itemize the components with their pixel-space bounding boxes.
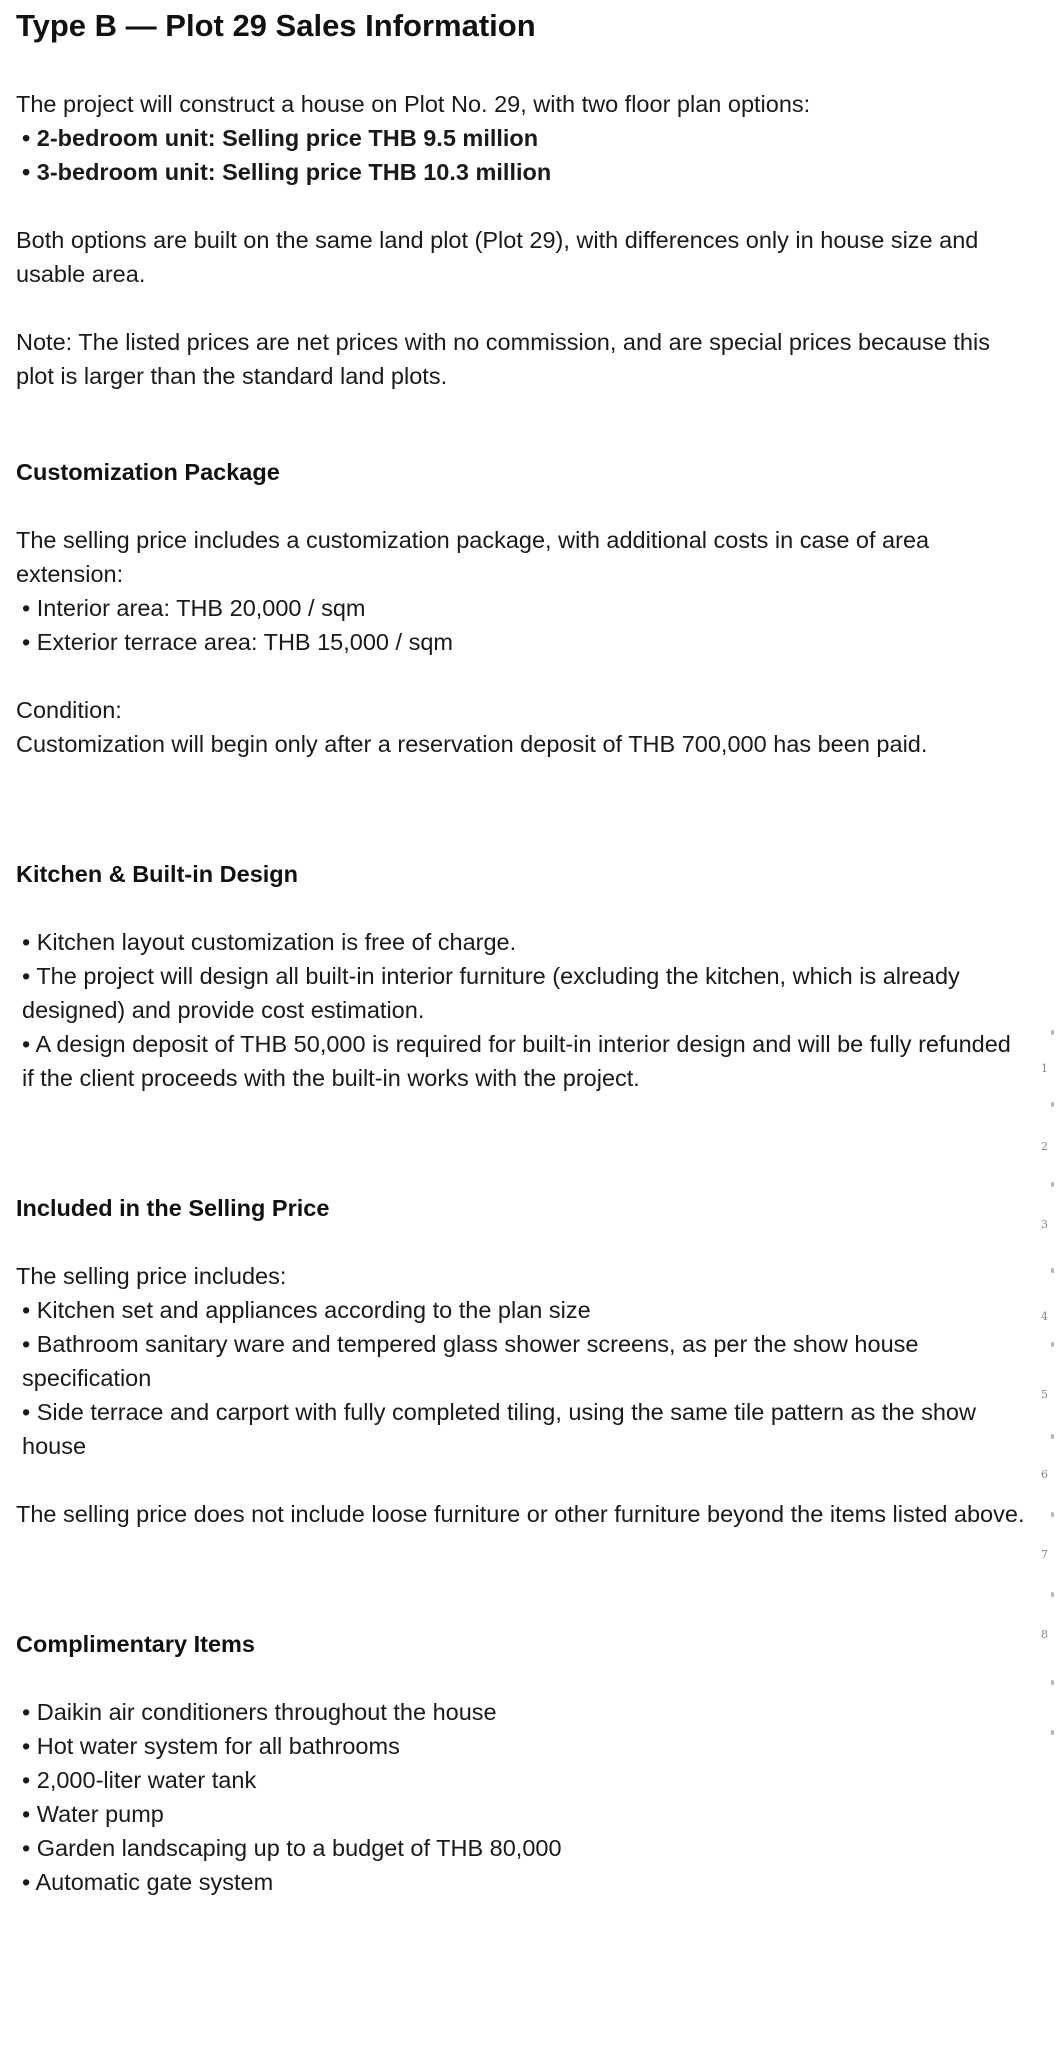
edge-mark: 1 xyxy=(1041,1062,1048,1075)
page-title: Type B — Plot 29 Sales Information xyxy=(16,8,536,43)
edge-tick xyxy=(1051,1182,1054,1187)
customization-heading: Customization Package xyxy=(16,459,280,485)
list-item: • 2,000-liter water tank xyxy=(22,1767,257,1793)
option-3-bedroom: • 3-bedroom unit: Selling price THB 10.3 million xyxy=(22,159,552,185)
list-item: • Exterior terrace area: THB 15,000 / sqm xyxy=(22,629,453,655)
edge-tick xyxy=(1051,1268,1054,1273)
edge-tick xyxy=(1051,1342,1054,1347)
list-item: • Hot water system for all bathrooms xyxy=(22,1733,400,1759)
included-text: The selling price includes: xyxy=(16,1263,287,1289)
list-item: • Interior area: THB 20,000 / sqm xyxy=(22,595,366,621)
net-price-note: Note: The listed prices are net prices with no commission, and are special prices because this plot is larger than the standard land plots. xyxy=(16,329,990,389)
page-edge-marks xyxy=(1026,1000,1056,1760)
list-item: • Kitchen layout customization is free of charge. xyxy=(22,929,517,955)
complimentary-heading: Complimentary Items xyxy=(16,1631,255,1657)
edge-mark: 2 xyxy=(1041,1140,1048,1153)
list-item: • The project will design all built-in interior furniture (excluding the kitchen, which is already designed) and provide cost estimation. xyxy=(22,963,960,1023)
list-item: • Side terrace and carport with fully completed tiling, using the same tile pattern as the show house xyxy=(22,1399,976,1459)
list-item: • Automatic gate system xyxy=(22,1869,274,1895)
kitchen-heading: Kitchen & Built-in Design xyxy=(16,861,298,887)
intro-text: The project will construct a house on Plot No. 29, with two floor plan options: xyxy=(16,91,811,117)
exclusion-text: The selling price does not include loose furniture or other furniture beyond the items listed above. xyxy=(16,1501,1025,1527)
customization-text: The selling price includes a customization package, with additional costs in case of area extension: xyxy=(16,527,930,587)
option-2-bedroom: • 2-bedroom unit: Selling price THB 9.5 million xyxy=(22,125,539,151)
edge-tick xyxy=(1051,1730,1054,1735)
list-item: • A design deposit of THB 50,000 is required for built-in interior design and will be fully refunded if the client proceeds with the built-in works with the project. xyxy=(22,1031,1011,1091)
edge-tick xyxy=(1051,1030,1054,1035)
document xyxy=(16,0,1026,1899)
edge-mark: 8 xyxy=(1041,1628,1048,1641)
list-item: • Water pump xyxy=(22,1801,164,1827)
edge-tick xyxy=(1051,1512,1054,1517)
list-item: • Bathroom sanitary ware and tempered glass shower screens, as per the show house specification xyxy=(22,1331,919,1391)
condition-label: Condition: xyxy=(16,697,122,723)
edge-tick xyxy=(1051,1592,1054,1597)
list-item: • Garden landscaping up to a budget of THB 80,000 xyxy=(22,1835,562,1861)
list-item: • Daikin air conditioners throughout the house xyxy=(22,1699,497,1725)
included-heading: Included in the Selling Price xyxy=(16,1195,330,1221)
same-plot-paragraph: Both options are built on the same land plot (Plot 29), with differences only in house size and usable area. xyxy=(16,227,979,287)
edge-mark: 5 xyxy=(1041,1388,1048,1401)
edge-mark: 3 xyxy=(1041,1218,1048,1231)
edge-tick xyxy=(1051,1102,1054,1107)
edge-mark: 7 xyxy=(1041,1548,1048,1561)
edge-mark: 6 xyxy=(1041,1468,1048,1481)
list-item: • Kitchen set and appliances according to the plan size xyxy=(22,1297,591,1323)
condition-text: Customization will begin only after a reservation deposit of THB 700,000 has been paid. xyxy=(16,731,928,757)
edge-tick xyxy=(1051,1680,1054,1685)
edge-tick xyxy=(1051,1434,1054,1439)
edge-mark: 4 xyxy=(1041,1310,1048,1323)
